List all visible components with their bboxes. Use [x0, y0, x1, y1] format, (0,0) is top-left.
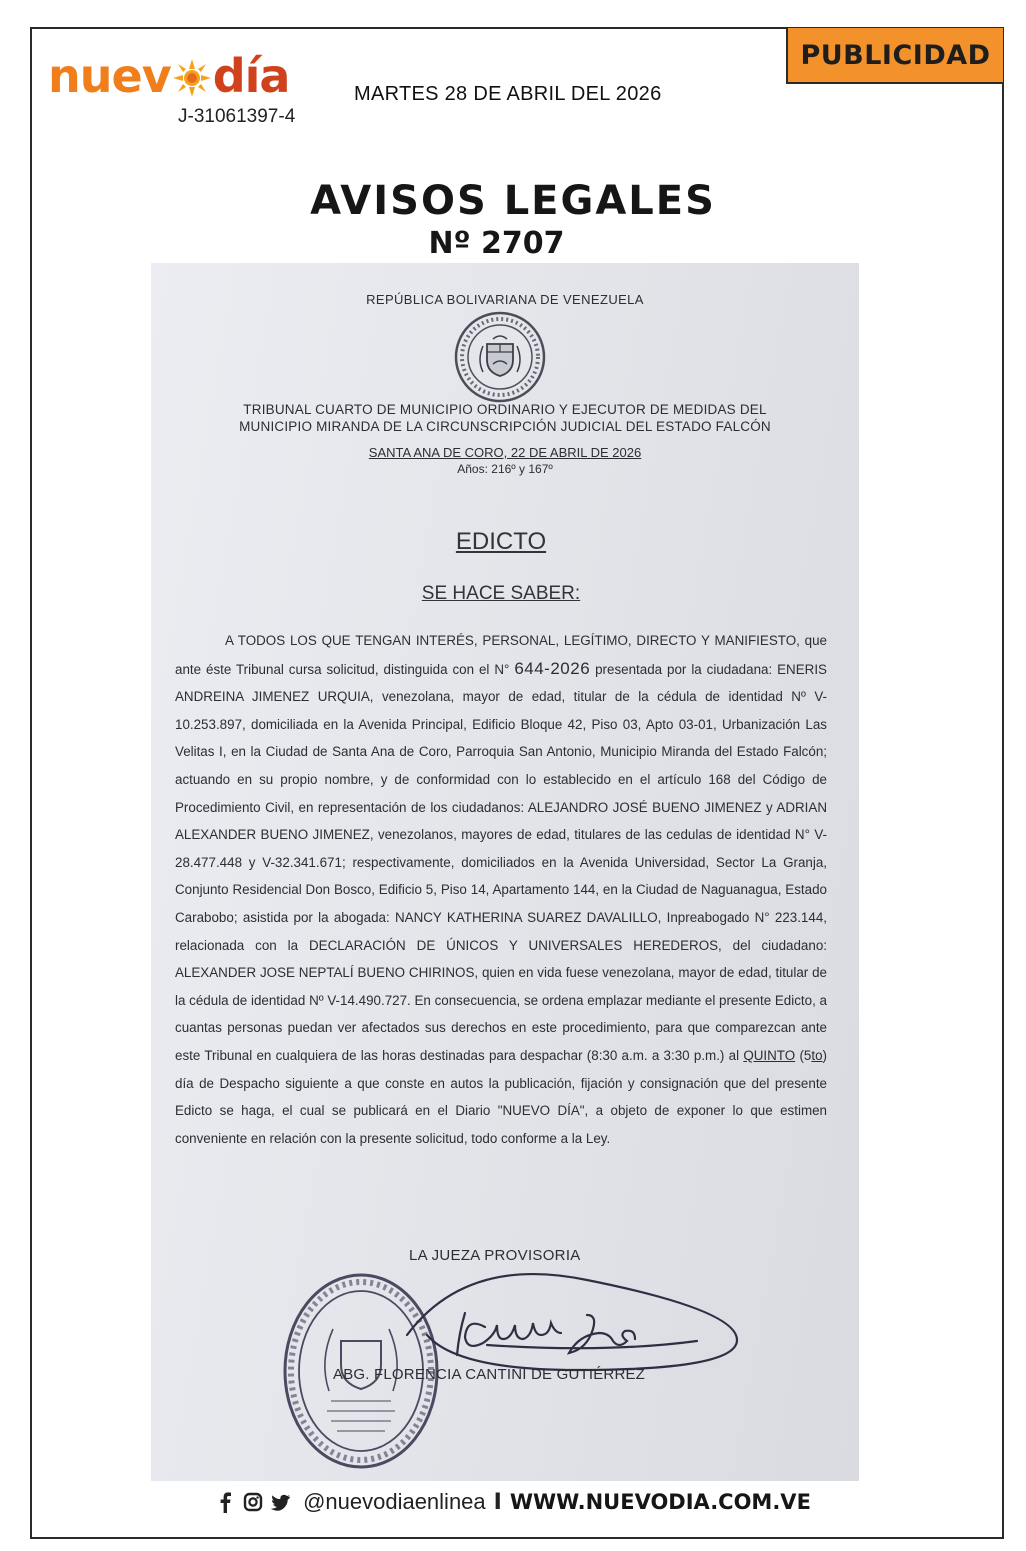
years-line: Años: 216º y 167º: [457, 462, 553, 476]
tribunal-name: [181, 401, 829, 435]
logo-text-part2: día: [212, 49, 290, 103]
logo-wordmark: [48, 48, 289, 104]
edict-heading: EDICTO: [455, 528, 547, 555]
ordinal-open: (5: [799, 1047, 812, 1063]
ordinal-suffix: to: [811, 1047, 823, 1063]
newspaper-logo[interactable]: [48, 48, 338, 138]
document-republic-header: REPÚBLICA BOLIVARIANA DE VENEZUELA: [366, 292, 644, 307]
social-handle-link[interactable]: @nuevodiaenlinea: [303, 1489, 486, 1514]
sun-icon: [172, 58, 212, 98]
body-part-3: día de Despacho siguiente a que conste en autos la publicación, fijación y consignación que del presente Edicto se haga, el cual se publicará en el Diario "NUEVO DÍA", a objeto de exponer lo que estimen conveniente en relación con la presente solicitud, todo conforme a la Ley.: [175, 1075, 827, 1146]
tribunal-line-1: TRIBUNAL CUARTO DE MUNICIPIO ORDINARIO Y EJECUTOR DE MEDIDAS DEL: [243, 402, 767, 417]
body-part-1: A TODOS LOS QUE TENGAN INTERÉS, PERSONAL, LEGÍTIMO, DIRECTO Y MANIFIESTO, que ante éste Tribunal cursa solicitud, distinguida con el N°: [175, 633, 827, 677]
edict-subheading: SE HACE SABER:: [421, 583, 581, 604]
issue-date: MARTES 28 DE ABRIL DEL 2026: [354, 83, 662, 105]
footer-separator: I: [493, 1489, 502, 1515]
coat-of-arms-seal-icon: [453, 310, 547, 404]
edict-body: [175, 627, 827, 1152]
advertising-badge: PUBLICIDAD: [786, 28, 1003, 84]
website-link[interactable]: WWW.NUEVODIA.COM.VE: [509, 1490, 811, 1514]
section-title: AVISOS LEGALES: [310, 178, 716, 224]
instagram-icon[interactable]: [243, 1491, 263, 1513]
facebook-icon[interactable]: [215, 1491, 235, 1513]
footer-bar: [0, 1484, 1026, 1520]
ordinal-word: QUINTO: [743, 1047, 796, 1063]
tax-id: J-31061397-4: [178, 106, 296, 127]
case-number: 644-2026: [514, 658, 591, 678]
logo-text-part1: nuev: [48, 49, 171, 103]
judge-name: ABG. FLORENCIA CANTINI DE GUTIÉRREZ: [333, 1366, 646, 1383]
body-part-2: presentada por la ciudadana: ENERIS ANDREINA JIMENEZ URQUIA, venezolana, mayor de edad, titular de la cédula de identidad Nº V-10.253.897, domiciliada en la Avenida Principal, Edificio Bloque 42, Piso 03, Apto 03-01, Urbanización Las Velitas I, en la Ciudad de Santa Ana de Coro, Parroquia San Antonio, Municipio Miranda del Estado Falcón; actuando en su propio nombre, y de conformidad con lo establecido en el artículo 168 del Código de Procedimiento Civil, en representación de los ciudadanos: ALEJANDRO JOSÉ BUENO JIMENEZ y ADRIAN ALEXANDER BUENO JIMENEZ, venezolanos, mayores de edad, titulares de las cedulas de identidad N° V-28.477.448 y V-32.341.671; respectivamente, domiciliados en la Avenida Universidad, Sector La Granja, Conjunto Residencial Don Bosco, Edificio 5, Piso 14, Apartamento 144, en la Ciudad de Naguanagua, Estado Carabobo; asistida por la abogada: NANCY KATHERINA SUAREZ DAVALILLO, Inpreabogado N° 223.144, relacionada con la DECLARACIÓN DE ÚNICOS Y UNIVERSALES HEREDEROS, del ciudadano: ALEXANDER JOSE NEPTALÍ BUENO CHIRINOS, quien en vida fuese venezolana, mayor de edad, titular de la cédula de identidad Nº V-14.490.727. En consecuencia, se ordena emplazar mediante el presente Edicto, a cuantas personas puedan ver afectados sus derechos en este procedimiento, para que comparezcan ante este Tribunal en cualquiera de las horas destinadas para despachar (8:30 a.m. a 3:30 p.m.) al: [175, 661, 827, 1063]
judge-title: LA JUEZA PROVISORIA: [409, 1247, 581, 1264]
ordinal-close: ): [822, 1047, 827, 1063]
section-number: Nº 2707: [428, 226, 565, 261]
twitter-icon[interactable]: [271, 1491, 291, 1513]
tribunal-line-2: MUNICIPIO MIRANDA DE LA CIRCUNSCRIPCIÓN JUDICIAL DEL ESTADO FALCÓN: [239, 419, 771, 434]
legal-notice-document: [151, 263, 859, 1481]
place-and-date: SANTA ANA DE CORO, 22 DE ABRIL DE 2026: [368, 445, 642, 460]
